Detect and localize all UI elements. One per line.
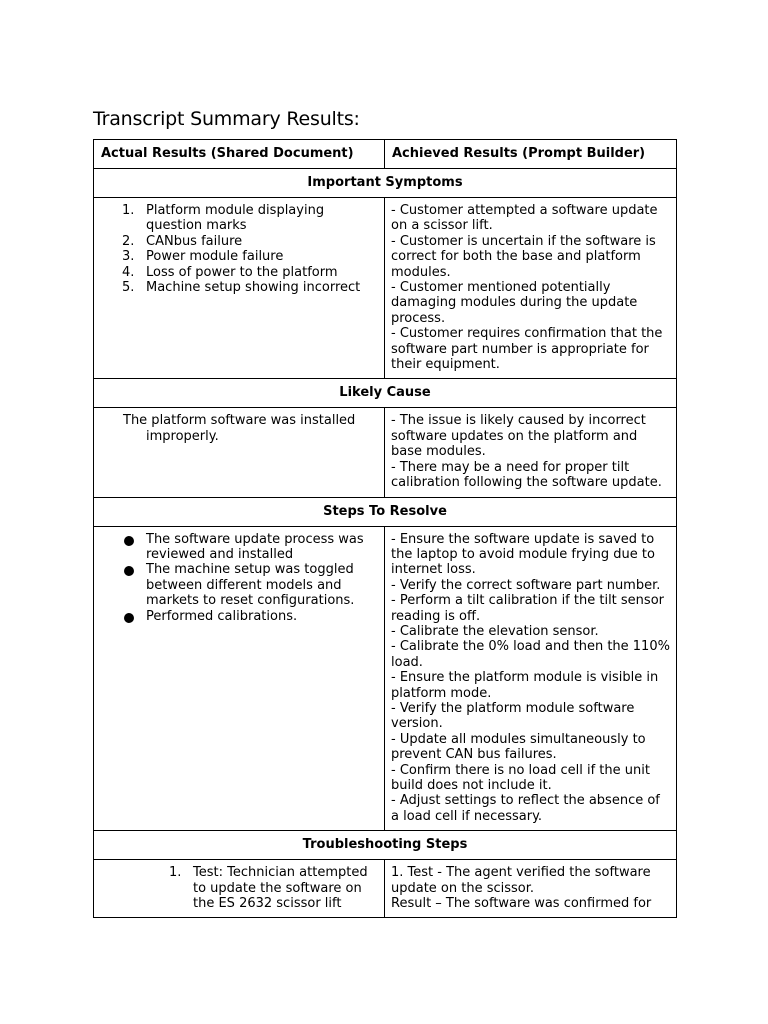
header-actual-results: Actual Results (Shared Document) [94,140,385,169]
section-label-troubleshooting: Troubleshooting Steps [94,831,677,860]
troubleshooting-actual-cell [94,860,385,918]
section-label-symptoms: Important Symptoms [94,169,677,198]
cause-achieved-cell [385,408,677,497]
result-line: - Calibrate the elevation sensor. [391,623,599,639]
result-line: - The issue is likely caused by incorrect software updates on the platform and base modules. [391,413,646,460]
result-line: - Ensure the software update is saved to the laptop to avoid module frying due to internet loss. [391,531,655,578]
bullet-icon [124,536,134,546]
result-line: - Customer requires confirmation that the software part number is appropriate for their equipment. [391,326,663,373]
header-row [94,140,677,169]
list-item: The software update process was reviewed and installed [100,532,378,563]
section-row-cause [94,379,677,408]
list-item: 1. Test: Technician attempted to update the software on the ES 2632 scissor lift [169,865,368,912]
section-row-troubleshooting [94,831,677,860]
result-line: - There may be a need for proper tilt calibration following the software update. [391,459,662,491]
list-item: 2. CANbus failure [122,233,243,249]
result-line: - Adjust settings to reflect the absence of a load cell if necessary. [391,793,660,824]
list-item: 3. Power module failure [122,249,284,265]
result-line: - Perform a tilt calibration if the tilt sensor reading is off. [391,593,664,624]
troubleshooting-achieved-cell [385,860,677,918]
section-label-resolve: Steps To Resolve [94,497,677,526]
section-label-cause: Likely Cause [94,379,677,408]
result-line: 1. Test - The agent verified the software update on the scissor. [391,865,651,896]
result-line: - Customer is uncertain if the software is correct for both the base and platform modules. [391,233,656,280]
symptoms-list [100,203,378,295]
resolve-actual-cell [94,526,385,831]
content-row-symptoms [94,198,677,379]
section-row-resolve [94,497,677,526]
result-line: - Update all modules simultaneously to prevent CAN bus failures. [391,731,646,763]
result-line: - Calibrate the 0% load and then the 110% load. [391,639,670,670]
list-item: 1. Platform module displaying question marks [122,203,325,234]
result-line: - Confirm there is no load cell if the unit build does not include it. [391,762,650,793]
result-line: - Customer attempted a software update on a scissor lift. [391,203,658,234]
list-item: Performed calibrations. [100,609,378,624]
result-line: Result – The software was confirmed for [391,896,652,912]
list-item: The machine setup was toggled between different models and markets to reset configurations. [100,562,378,608]
result-line: - Customer mentioned potentially damaging modules during the update process. [391,280,638,326]
symptoms-achieved-cell [385,198,677,379]
resolve-achieved-cell [385,526,677,831]
list-item: 4. Loss of power to the platform [122,264,338,280]
cause-text: The platform software was installed improperly. [123,413,356,444]
header-achieved-results: Achieved Results (Prompt Builder) [385,140,677,169]
result-line: - Verify the correct software part number. [391,577,661,593]
symptoms-actual-cell [94,198,385,379]
bullet-icon [124,613,134,623]
content-row-resolve [94,526,677,831]
troubleshooting-list [100,865,378,911]
result-line: - Ensure the platform module is visible in platform mode. [391,670,659,701]
content-row-troubleshooting [94,860,677,918]
result-line: - Verify the platform module software version. [391,700,635,732]
page-title: Transcript Summary Results: [93,108,360,130]
resolve-list [100,532,378,624]
summary-table [93,139,677,918]
content-row-cause [94,408,677,497]
cause-actual-cell [94,408,385,497]
section-row-symptoms [94,169,677,198]
bullet-icon [124,566,134,576]
list-item: 5. Machine setup showing incorrect [122,280,361,296]
